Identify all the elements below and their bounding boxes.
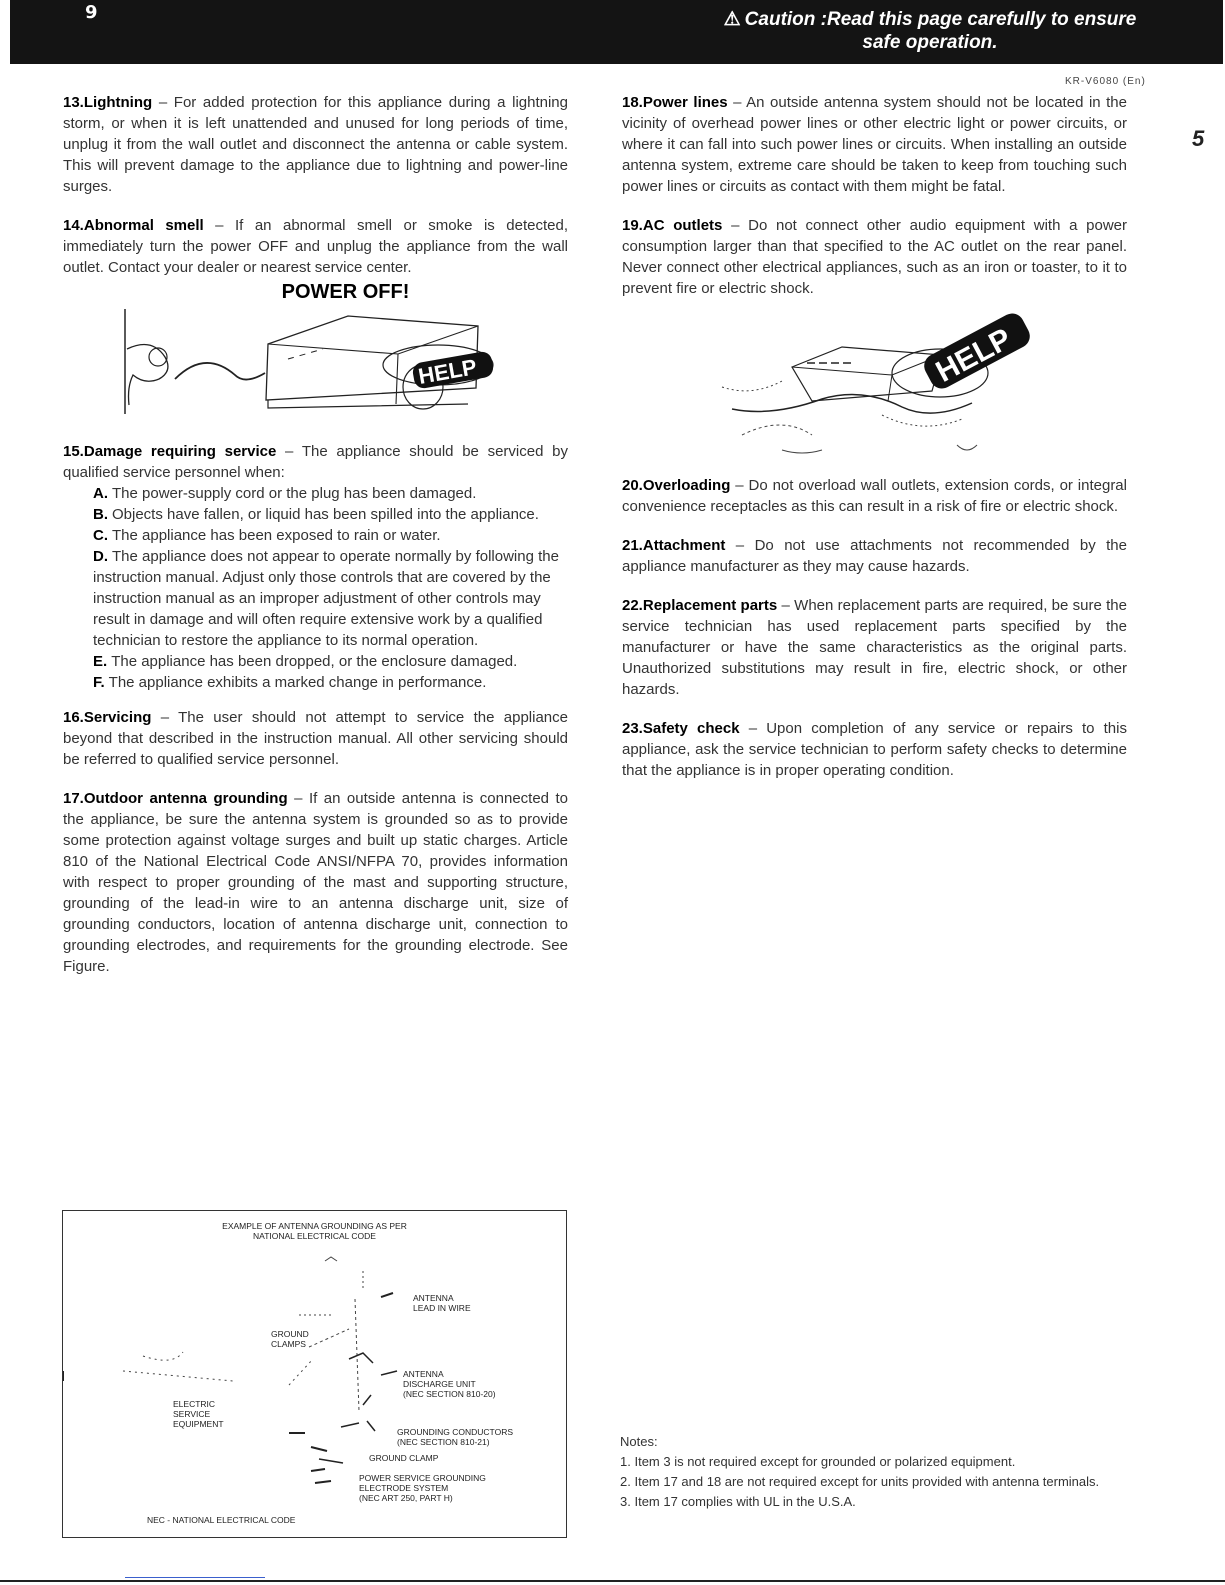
item-23 [622, 718, 1127, 781]
item-title: Safety check [642, 720, 740, 737]
item-16 [63, 707, 568, 770]
notes-list [620, 1452, 1140, 1512]
item-17 [63, 788, 568, 977]
sub-item-d [63, 546, 568, 651]
bottom-link-underline [125, 1577, 265, 1578]
item-22 [622, 595, 1127, 700]
sub-letter: B. [93, 506, 108, 523]
note-number: 2. [620, 1474, 631, 1489]
label-discharge-unit [403, 1369, 496, 1399]
item-number: 22. [622, 597, 643, 614]
item-text: – If an outside antenna is connected to the appliance, be sure the antenna system is grounded so as to provide some protection against voltage surges and built up static charges. Article 810 of the National Electrical Code ANSI/NFPA 70, provides information with respect to proper grounding of the mast and supporting structure, grounding of the lead-in wire to an antenna discharge unit, size of grounding conductors, location of antenna discharge unit, connection to grounding electrodes, and requirements for the grounding electrode. See Figure. [63, 790, 569, 975]
item-title: Overloading [642, 477, 731, 494]
item-20 [622, 475, 1127, 517]
overload-illustration [622, 305, 1127, 475]
sub-text: The appliance does not appear to operate normally by following the instruction manual. Adjust only those controls that are covered by the instruction manual as an improper adjustment of other controls may result in damage and will often require extensive work by a qualified technician to restore the appliance to its normal operation. [93, 548, 559, 649]
label-electric-2: SERVICE [173, 1409, 211, 1419]
item-number: 21. [622, 537, 643, 554]
label-antenna-lead [413, 1293, 471, 1313]
item-21 [622, 535, 1127, 577]
label-power-service-1: POWER SERVICE GROUNDING [359, 1473, 486, 1483]
label-conductors-2: (NEC SECTION 810-21) [397, 1437, 490, 1447]
item-number: 20. [622, 477, 643, 494]
item-15 [63, 441, 568, 693]
figure-title-line-2: NATIONAL ELECTRICAL CODE [253, 1231, 376, 1241]
bottom-rule [0, 1580, 1225, 1582]
sub-item-e [63, 651, 568, 672]
note-text: Item 17 and 18 are not required except for units provided with antenna terminals. [634, 1474, 1100, 1489]
label-grounding-conductors [397, 1427, 513, 1447]
item-number: 18. [622, 94, 643, 111]
unplug-illustration [63, 309, 568, 427]
item-text: – An outside antenna system should not be located in the vicinity of overhead power lines or other electric light or power circuits, or where it can fall into such power lines or circuits. When installing an outside antenna system, extreme care should be taken to keep from touching such power lines or circuits as contact with them might be fatal. [622, 94, 1127, 195]
item-number: 13. [63, 94, 84, 111]
page-number: 5 [1192, 126, 1205, 151]
caution-heading [690, 8, 1170, 54]
label-power-service-3: (NEC ART 250, PART H) [359, 1493, 453, 1503]
item-text: – If an abnormal smell or smoke is detected, immediately turn the power OFF and unplug the appliance from the wall outlet. Contact your dealer or nearest service center. [63, 217, 568, 276]
notes-heading: Notes: [620, 1434, 658, 1449]
caution-banner [10, 0, 1223, 64]
note-item [620, 1492, 1140, 1512]
sub-text: The appliance exhibits a marked change in performance. [108, 674, 487, 691]
notes [620, 1432, 1140, 1512]
label-power-service-2: ELECTRODE SYSTEM [359, 1483, 449, 1493]
label-electric-1: ELECTRIC [173, 1399, 216, 1409]
note-item [620, 1472, 1140, 1492]
label-nec-footer: NEC - NATIONAL ELECTRICAL CODE [147, 1515, 296, 1525]
item-title: Servicing [83, 709, 152, 726]
caution-line-1: Caution :Read this page carefully to ensure [744, 9, 1137, 30]
label-ground-clamp: GROUND CLAMP [369, 1453, 439, 1463]
item-number: 15. [63, 443, 84, 460]
item-text: – The appliance should be serviced by qualified service personnel when: [63, 443, 568, 481]
note-text: Item 3 is not required except for grounded or polarized equipment. [634, 1454, 1016, 1469]
item-text: – Do not connect other audio equipment with a power consumption larger than that specified to the AC outlet on the rear panel. Never connect other electrical appliances, such as an iron or toaster, to it to prevent fire or electric shock. [622, 217, 1127, 297]
item-number: 23. [622, 720, 643, 737]
item-text: – Do not use attachments not recommended by the appliance manufacturer as they may cause hazards. [622, 537, 1127, 575]
item-title: Attachment [642, 537, 726, 554]
item-text: – For added protection for this appliance during a lightning storm, or when it is left unattended and unused for long periods of time, unplug it from the wall outlet and disconnect the antenna or cable system. This will prevent damage to the appliance due to lightning and power-line surges. [63, 94, 568, 195]
sub-letter: E. [93, 653, 108, 670]
caution-line-2: safe operation. [862, 32, 998, 53]
item-number: 16. [63, 709, 84, 726]
sub-letter: F. [93, 674, 105, 691]
label-electric-service [173, 1399, 224, 1429]
item-title: Outdoor antenna grounding [83, 790, 288, 807]
sub-text: The appliance has been dropped, or the enclosure damaged. [111, 653, 518, 670]
item-number: 14. [63, 217, 84, 234]
sub-item-f [63, 672, 568, 693]
label-ground-clamps [271, 1329, 309, 1349]
label-ground-clamps-2: CLAMPS [271, 1339, 306, 1349]
item-14 [63, 215, 568, 278]
sub-item-c [63, 525, 568, 546]
sub-text: The appliance has been exposed to rain or water. [112, 527, 441, 544]
sub-item-a [63, 483, 568, 504]
item-number: 17. [63, 790, 84, 807]
label-antenna-lead-2: LEAD IN WIRE [413, 1303, 471, 1313]
item-text: – The user should not attempt to service the appliance beyond that described in the instruction manual. All other servicing should be referred to qualified service personnel. [63, 709, 568, 768]
item-title: Power lines [642, 94, 728, 111]
label-discharge-3: (NEC SECTION 810-20) [403, 1389, 496, 1399]
label-antenna-lead-1: ANTENNA [413, 1293, 454, 1303]
sub-letter: D. [93, 548, 108, 565]
antenna-grounding-figure [62, 1210, 567, 1538]
label-ground-clamps-1: GROUND [271, 1329, 309, 1339]
item-text: – When replacement parts are required, be sure the service technician has used replacement parts specified by the manufacturer or have the same characteristics as the original parts. Unauthorized substitutions may result in fire, electric shock, or other hazards. [622, 597, 1127, 698]
warning-triangle-icon: ⚠ [723, 9, 741, 30]
item-title: Lightning [83, 94, 153, 111]
sub-letter: C. [93, 527, 108, 544]
label-electric-3: EQUIPMENT [173, 1419, 224, 1429]
left-column [63, 92, 568, 995]
item-title: Damage requiring service [83, 443, 277, 460]
item-18 [622, 92, 1127, 197]
sub-text: Objects have fallen, or liquid has been spilled into the appliance. [112, 506, 539, 523]
item-title: AC outlets [642, 217, 723, 234]
power-off-label: POWER OFF! [281, 281, 410, 303]
help-text-2: HELP [930, 322, 1017, 389]
label-power-service [359, 1473, 486, 1503]
note-number: 1. [620, 1454, 631, 1469]
label-discharge-1: ANTENNA [403, 1369, 444, 1379]
item-text: – Do not overload wall outlets, extension cords, or integral convenience receptacles as this can result in a risk of fire or electric shock. [622, 477, 1127, 515]
corner-mark: 9 [85, 2, 98, 23]
item-text: – Upon completion of any service or repairs to this appliance, ask the service technician to perform safety checks to determine that the appliance is in proper operating condition. [622, 720, 1127, 779]
item-title: Replacement parts [642, 597, 778, 614]
figure-title-line-1: EXAMPLE OF ANTENNA GROUNDING AS PER [222, 1221, 407, 1231]
right-column [622, 92, 1127, 799]
sub-letter: A. [93, 485, 108, 502]
sub-text: The power-supply cord or the plug has been damaged. [112, 485, 477, 502]
label-discharge-2: DISCHARGE UNIT [403, 1379, 476, 1389]
note-text: Item 17 complies with UL in the U.S.A. [634, 1494, 856, 1509]
help-text-1: HELP [416, 354, 479, 389]
sub-item-b [63, 504, 568, 525]
item-title: Abnormal smell [83, 217, 204, 234]
note-number: 3. [620, 1494, 631, 1509]
model-code: KR-V6080 (En) [1065, 76, 1146, 87]
item-number: 19. [622, 217, 643, 234]
label-conductors-1: GROUNDING CONDUCTORS [397, 1427, 514, 1437]
item-13 [63, 92, 568, 197]
item-19 [622, 215, 1127, 299]
note-item [620, 1452, 1140, 1472]
